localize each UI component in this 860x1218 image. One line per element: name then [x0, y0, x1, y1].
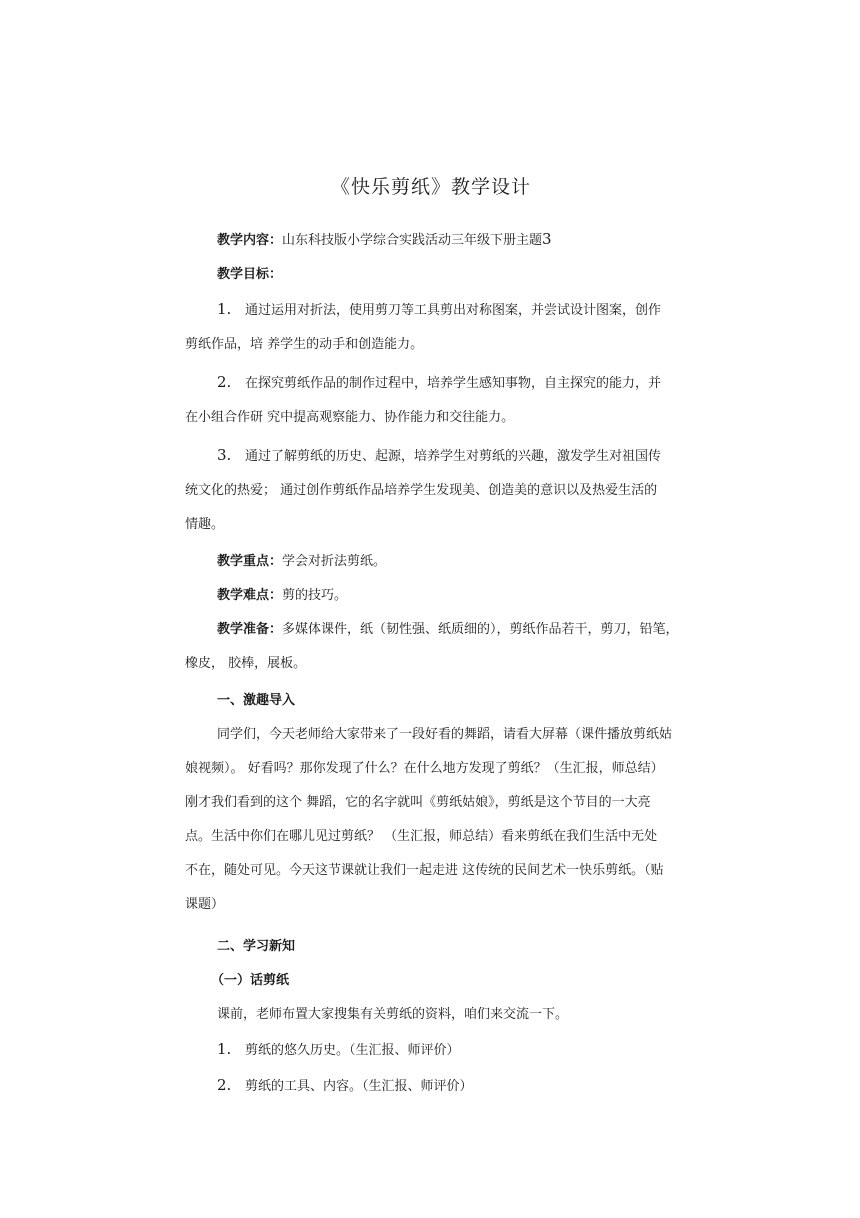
objective-1-line-2: 剪纸作品，培 养学生的动手和创造能力。	[185, 337, 424, 352]
section-1-line-4: 点。生活中你们在哪儿见过剪纸？ （生汇报，师总结）看来剪纸在我们生活中无处	[185, 829, 658, 844]
objective-3-line-2: 统文化的热爱； 通过创作剪纸作品培养学生发现美、创造美的意识以及热爱生活的	[185, 483, 658, 498]
section-2-heading: 二、学习新知	[217, 939, 296, 954]
section-1-heading: 一、激趣导入	[217, 693, 296, 708]
section-2-item-2-number: 2.	[217, 1076, 232, 1094]
objective-3-line-3: 情趣。	[185, 517, 225, 532]
preparation-line-2: 橡皮， 胶棒，展板。	[185, 656, 307, 671]
section-1-line-3: 刚才我们看到的这个 舞蹈，它的名字就叫《剪纸姑娘》，剪纸是这个节目的一大亮	[185, 795, 651, 810]
section-1-line-1: 同学们，今天老师给大家带来了一段好看的舞蹈，请看大屏幕（课件播放剪纸姑	[217, 727, 673, 742]
difficulty-label: 教学难点：	[217, 588, 283, 603]
objective-3-line-1: 3. 通过了解剪纸的历史、起源，培养学生对剪纸的兴趣，激发学生对祖国传	[217, 446, 662, 464]
objective-1-line-1: 1. 通过运用对折法，使用剪刀等工具剪出对称图案，并尝试设计图案，创作	[217, 300, 662, 318]
objective-2-number: 2.	[217, 373, 232, 391]
objective-3-number: 3.	[217, 446, 232, 464]
objective-1-number: 1.	[217, 300, 232, 318]
section-1-line-6: 课题）	[185, 897, 225, 912]
document-page	[185, 170, 677, 1098]
objective-2-line-2: 在小组合作研 究中提高观察能力、协作能力和交往能力。	[185, 410, 515, 425]
objectives-label: 教学目标：	[217, 267, 283, 282]
key-point-text: 学会对折法剪纸。	[282, 554, 387, 569]
section-2-subheading: （一）话剪纸	[211, 973, 290, 988]
difficulty-text: 剪的技巧。	[282, 588, 348, 603]
teaching-content-text: 山东科技版小学综合实践活动三年级下册主题	[282, 233, 543, 248]
preparation-line-1: 教学准备：多媒体课件，纸（韧性强、纸质细的），剪纸作品若干，剪刀，铅笔，	[217, 622, 679, 637]
objective-2-line-1: 2. 在探究剪纸作品的制作过程中，培养学生感知事物，自主探究的能力，并	[217, 373, 662, 391]
section-2-item-2: 2. 剪纸的工具、内容。（生汇报、师评价）	[217, 1076, 473, 1094]
section-2-item-1-number: 1.	[217, 1040, 232, 1058]
section-1-line-2: 娘视频）。 好看吗？那你发现了什么？在什么地方发现了剪纸？（生汇报，师总结）	[185, 761, 664, 776]
preparation-label: 教学准备：	[217, 622, 283, 637]
section-2-intro: 课前，老师布置大家搜集有关剪纸的资料，咱们来交流一下。	[217, 1007, 569, 1022]
key-point	[185, 551, 677, 573]
teaching-content-number: 3	[542, 230, 552, 248]
section-2-item-1: 1. 剪纸的悠久历史。（生汇报、师评价）	[217, 1040, 460, 1058]
section-1-line-5: 不在，随处可见。今天这节课就让我们一起走进 这传统的民间艺术一快乐剪纸。（贴	[185, 863, 664, 878]
teaching-content	[185, 228, 677, 252]
difficulty	[185, 585, 677, 607]
key-point-label: 教学重点：	[217, 554, 283, 569]
page-title: 《快乐剪纸》教学设计	[330, 176, 531, 198]
teaching-content-label: 教学内容：	[217, 233, 283, 248]
